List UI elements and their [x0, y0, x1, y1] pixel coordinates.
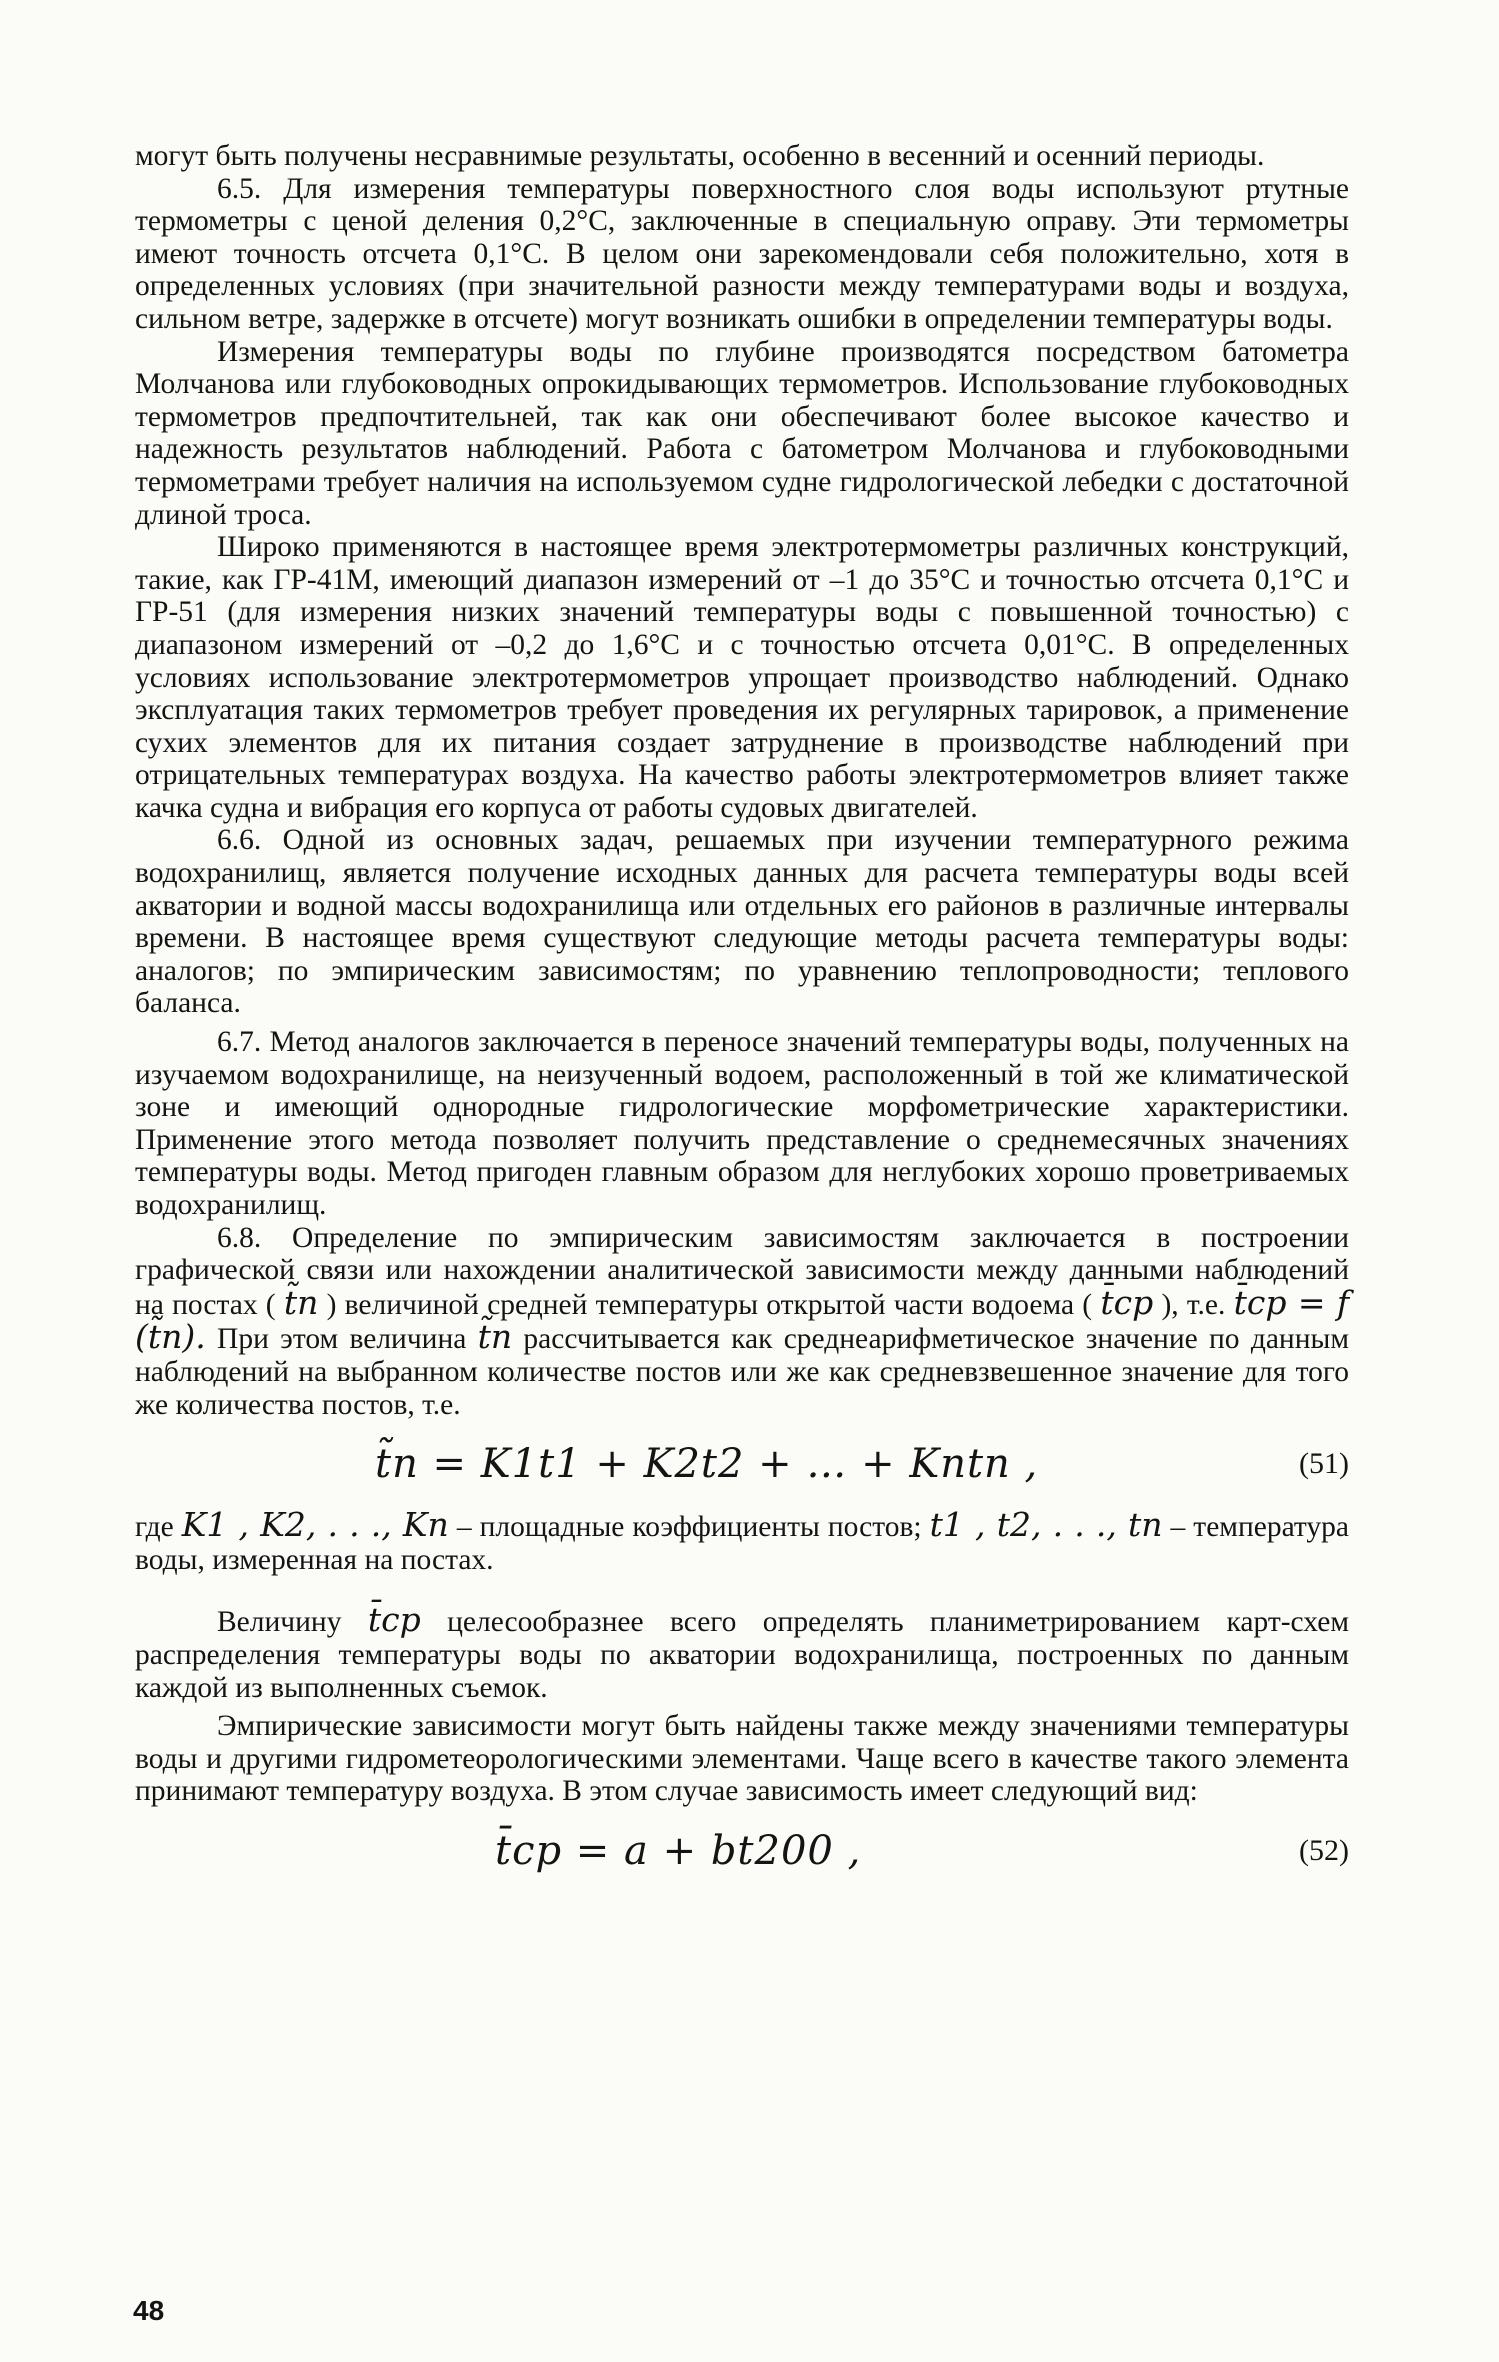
tn-symbol-2: t̃n	[477, 1317, 513, 1357]
p68-text-a: 6.8. Определение по эмпирическим зависимостям заключается в построении графической связи или нахождении аналитической зависимости между данными наблюдений на постах (	[135, 1221, 1349, 1321]
paragraph-molchanov: Измерения температуры воды по глубине производятся посредством батометра Молчанова или глубоководных опрокидывающих термометров. Использование глубоководных термометров предпочтительней, так как они обеспечивают более высокое качество и надежность результатов наблюдений. Работа с батометром Молчанова и глубоководными термометрами требует наличия на используемом судне гидрологической лебедки с достаточной длиной троса.	[135, 335, 1349, 531]
equation-number-52: (52)	[1299, 1833, 1349, 1867]
p68-text-d: При этом величина	[217, 1323, 467, 1356]
paragraph-6-8	[135, 1222, 1349, 1422]
paragraph-electrothermometers: Широко применяются в настоящее время электротермометры различных конструкций, такие, как ГР-41М, имеющий диапазон измерений от –1 до 35°С и точностью отсчета 0,1°С и ГР-51 (для измерения низких значений температуры воды с повышенной точностью) с диапазоном измерений от –0,2 до 1,6°С и с точностью отсчета 0,01°С. В определенных условиях использование электротермометров упрощает производство наблюдений. Однако эксплуатация таких термометров требует проведения их регулярных тарировок, а применение сухих элементов для их питания создает затруднение в производстве наблюдений при отрицательных температурах воздуха. На качество работы электротермометров влияет также качка судна и вибрация его корпуса от работы судовых двигателей.	[135, 531, 1349, 824]
formula-52-row	[135, 1824, 1349, 1886]
formula-52: t̄cp = a + bt200 ,	[495, 1827, 862, 1874]
where-text-c: – температура воды, измеренная на постах.	[135, 1511, 1350, 1576]
p68-text-b: ) величиной средней температуры открытой части водоема (	[326, 1288, 1093, 1321]
paragraph-6-6: 6.6. Одной из основных задач, решаемых при изучении температурного режима водохранилищ, является получение исходных данных для расчета температуры воды всей акватории и водной массы водохранилища или отдельных его районов в различные интервалы времени. В настоящее время существуют следующие методы расчета температуры воды: аналогов; по эмпирическим зависимостям; по уравнению теплопроводности; теплового баланса.	[135, 824, 1349, 1020]
paragraph-continuation: могут быть получены несравнимые результаты, особенно в весенний и осенний периоды.	[135, 140, 1265, 172]
where-text-a: где	[135, 1511, 174, 1544]
relation-formula: t̄cp = f (t̃n).	[135, 1282, 1350, 1357]
t-values: t1 , t2, . . ., tn	[929, 1505, 1163, 1545]
tcp-text-b: целесообразнее всего определять планиметрированием карт-схем распределения температуры воды по акватории водохранилища, построенных по данным каждой из выполненных съемок.	[135, 1606, 1350, 1704]
paragraph-empirical: Эмпирические зависимости могут быть найдены также между значениями температуры воды и другими гидрометеорологическими элементами. Чаще всего в качестве такого элемента принимают температуру воздуха. В этом случае зависимость имеет следующий вид:	[135, 1710, 1349, 1808]
formula-51-row	[135, 1437, 1349, 1499]
tcp-symbol: t̄cp	[1100, 1282, 1154, 1322]
where-text-b: – площадные коэффициенты постов;	[456, 1511, 922, 1544]
formula-51: t̃n = K1t1 + K2t2 + … + Kntn ,	[375, 1441, 1039, 1488]
paragraph-where	[135, 1505, 1350, 1576]
k-coefficients: K1 , K2, . . ., Kn	[181, 1505, 449, 1545]
page-number: 48	[133, 2295, 165, 2326]
p68-text-c: ), т.е.	[1161, 1288, 1226, 1321]
tcp-symbol-2: t̄cp	[367, 1600, 421, 1640]
tn-symbol: t̃n	[283, 1282, 319, 1322]
paragraph-6-5: 6.5. Для измерения температуры поверхностного слоя воды используют ртутные термометры с ценой деления 0,2°С, заключенные в специальную оправу. Эти термометры имеют точность отсчета 0,1°С. В целом они зарекомендовали себя положительно, хотя в определенных условиях (при значительной разности между температурами воды и воздуха, сильном ветре, задержке в отсчете) могут возникать ошибки в определении температуры воды.	[135, 172, 1349, 335]
tcp-text-a: Величину	[217, 1606, 342, 1639]
paragraph-6-7: 6.7. Метод аналогов заключается в переносе значений температуры воды, полученных на изучаемом водохранилище, на неизученный водоем, расположенный в той же климатической зоне и имеющий однородные гидрологические морфометрические характеристики. Применение этого метода позволяет получить представление о среднемесячных значениях температуры воды. Метод пригоден главным образом для неглубоких хорошо проветриваемых водохранилищ.	[135, 1026, 1349, 1221]
equation-number-51: (51)	[1299, 1447, 1349, 1481]
p68-text-e: рассчитывается как среднеарифметическое значение по данным наблюдений на выбранном количестве постов или же как средневзвешенное значение для того же количества постов, т.е.	[135, 1323, 1349, 1421]
paragraph-tcp	[135, 1600, 1350, 1704]
